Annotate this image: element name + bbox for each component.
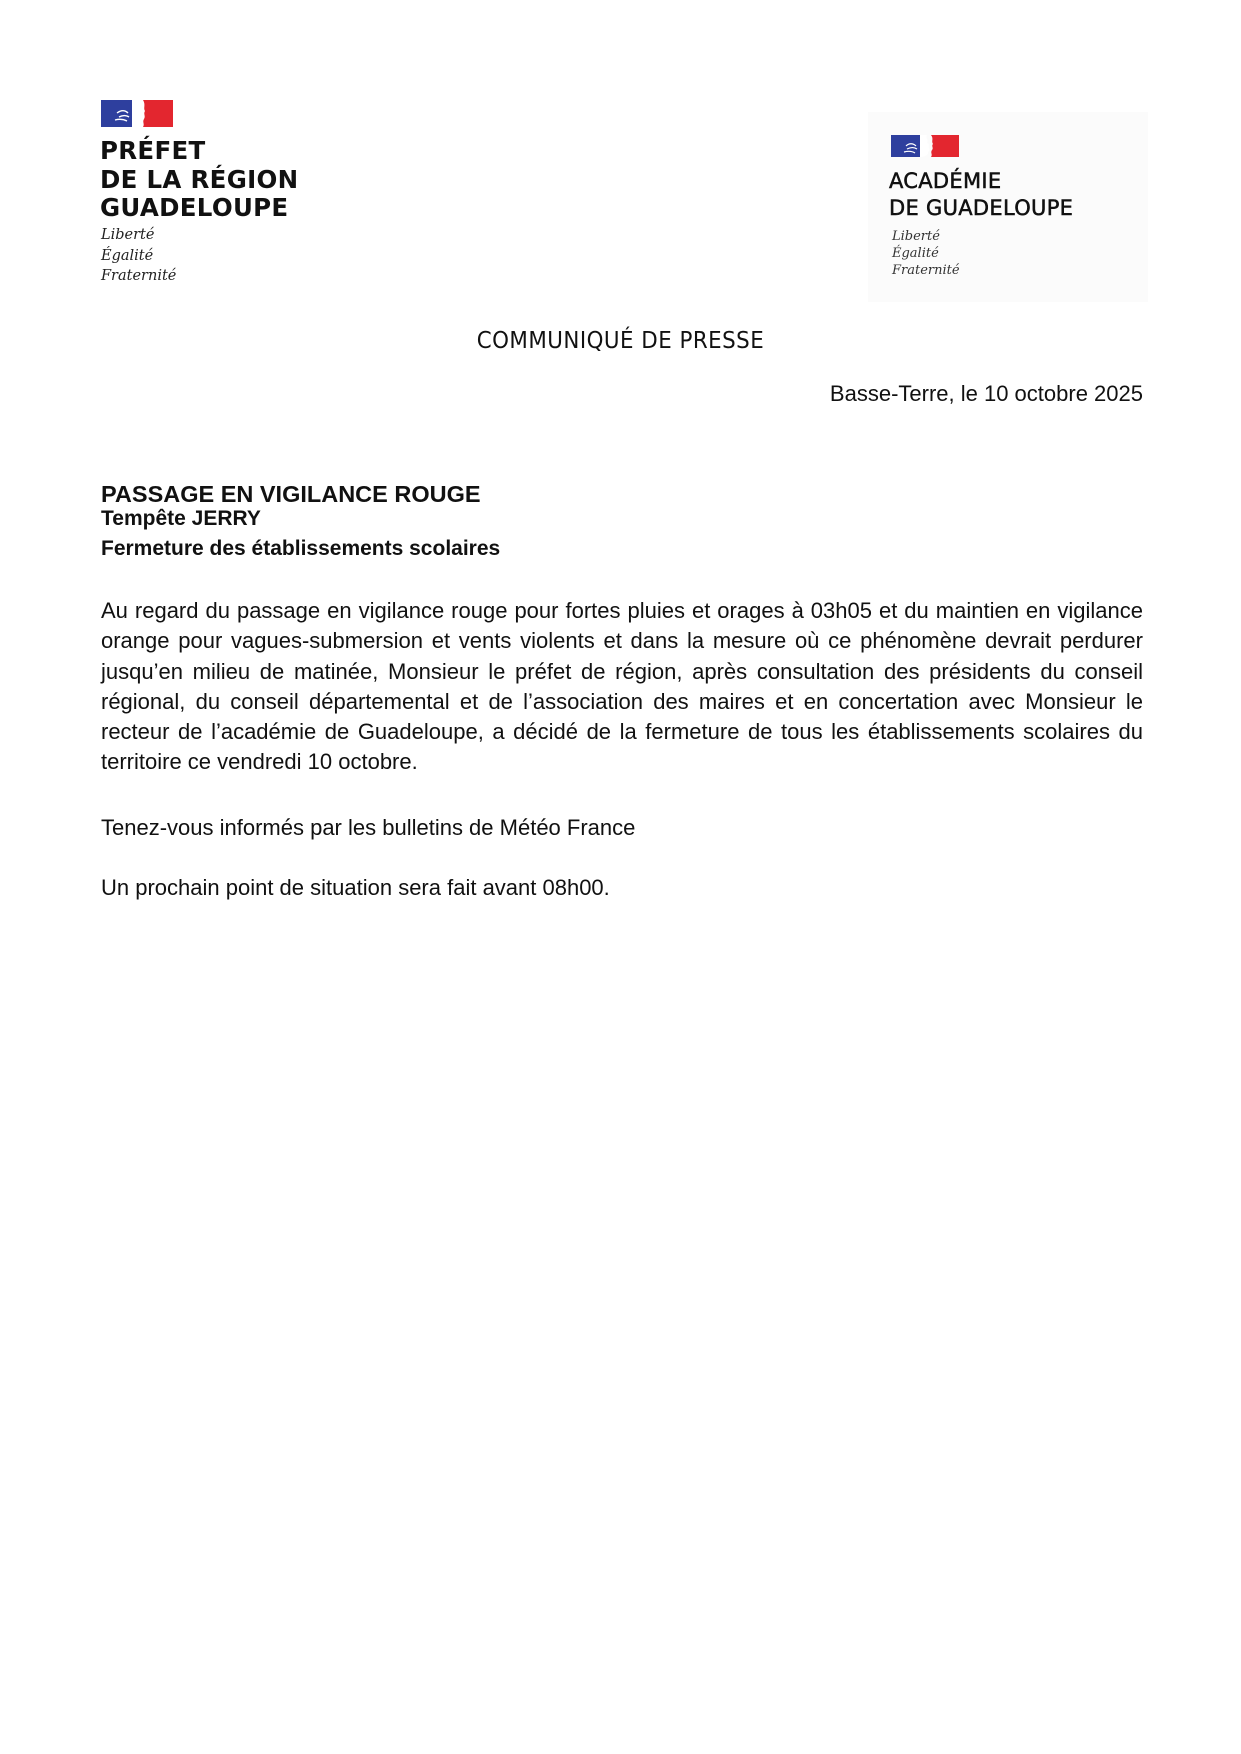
academie-motto <box>892 228 960 279</box>
motto-line: Fraternité <box>101 268 177 284</box>
press-release-label: COMMUNIQUÉ DE PRESSE <box>476 328 765 354</box>
prefet-motto <box>101 225 176 287</box>
motto-line: Liberté <box>892 229 940 244</box>
republic-flag-icon <box>101 100 173 127</box>
body-paragraph: Au regard du passage en vigilance rouge pour fortes pluies et orages à 03h05 et du maintien en vigilance orange pour vagues-submersion et vents violents et dans la mesure où ce phénomène devrait perdurer jusqu’en milieu de matinée, Monsieur le préfet de région, après consultation des présidents du conseil régional, du conseil départemental et de l’association des maires et en concertation avec Monsieur le recteur de l’académie de Guadeloupe, a décidé de la fermeture de tous les établissements scolaires du territoire ce vendredi 10 octobre. <box>101 598 1143 775</box>
motto-line: Égalité <box>101 247 154 264</box>
prefet-title-line: DE LA RÉGION <box>100 164 299 194</box>
headline-subject: Fermeture des établissements scolaires <box>101 537 501 560</box>
body-paragraph: Tenez-vous informés par les bulletins de Météo France <box>101 815 636 840</box>
academie-logo-title <box>889 171 1073 225</box>
motto-line: Liberté <box>101 227 155 243</box>
marianne-flag-icon <box>101 100 173 127</box>
academie-title-line: DE GUADELOUPE <box>889 196 1074 220</box>
prefet-title-line: PRÉFET <box>100 136 206 165</box>
motto-line: Fraternité <box>892 263 960 278</box>
academie-title-line: ACADÉMIE <box>889 169 1002 193</box>
republic-flag-icon <box>891 135 959 157</box>
headline-main: PASSAGE EN VIGILANCE ROUGE <box>101 481 481 507</box>
headline-storm-name: Tempête JERRY <box>101 507 261 530</box>
prefet-title-line: GUADELOUPE <box>100 193 289 222</box>
document-type-title <box>43 328 1197 354</box>
headline-block <box>101 480 500 561</box>
motto-line: Égalité <box>892 246 939 261</box>
prefet-logo-title <box>100 136 299 225</box>
body-paragraph: Un prochain point de situation sera fait avant 08h00. <box>101 875 610 900</box>
marianne-flag-icon <box>891 135 959 157</box>
place-and-date: Basse-Terre, le 10 octobre 2025 <box>829 381 1143 406</box>
